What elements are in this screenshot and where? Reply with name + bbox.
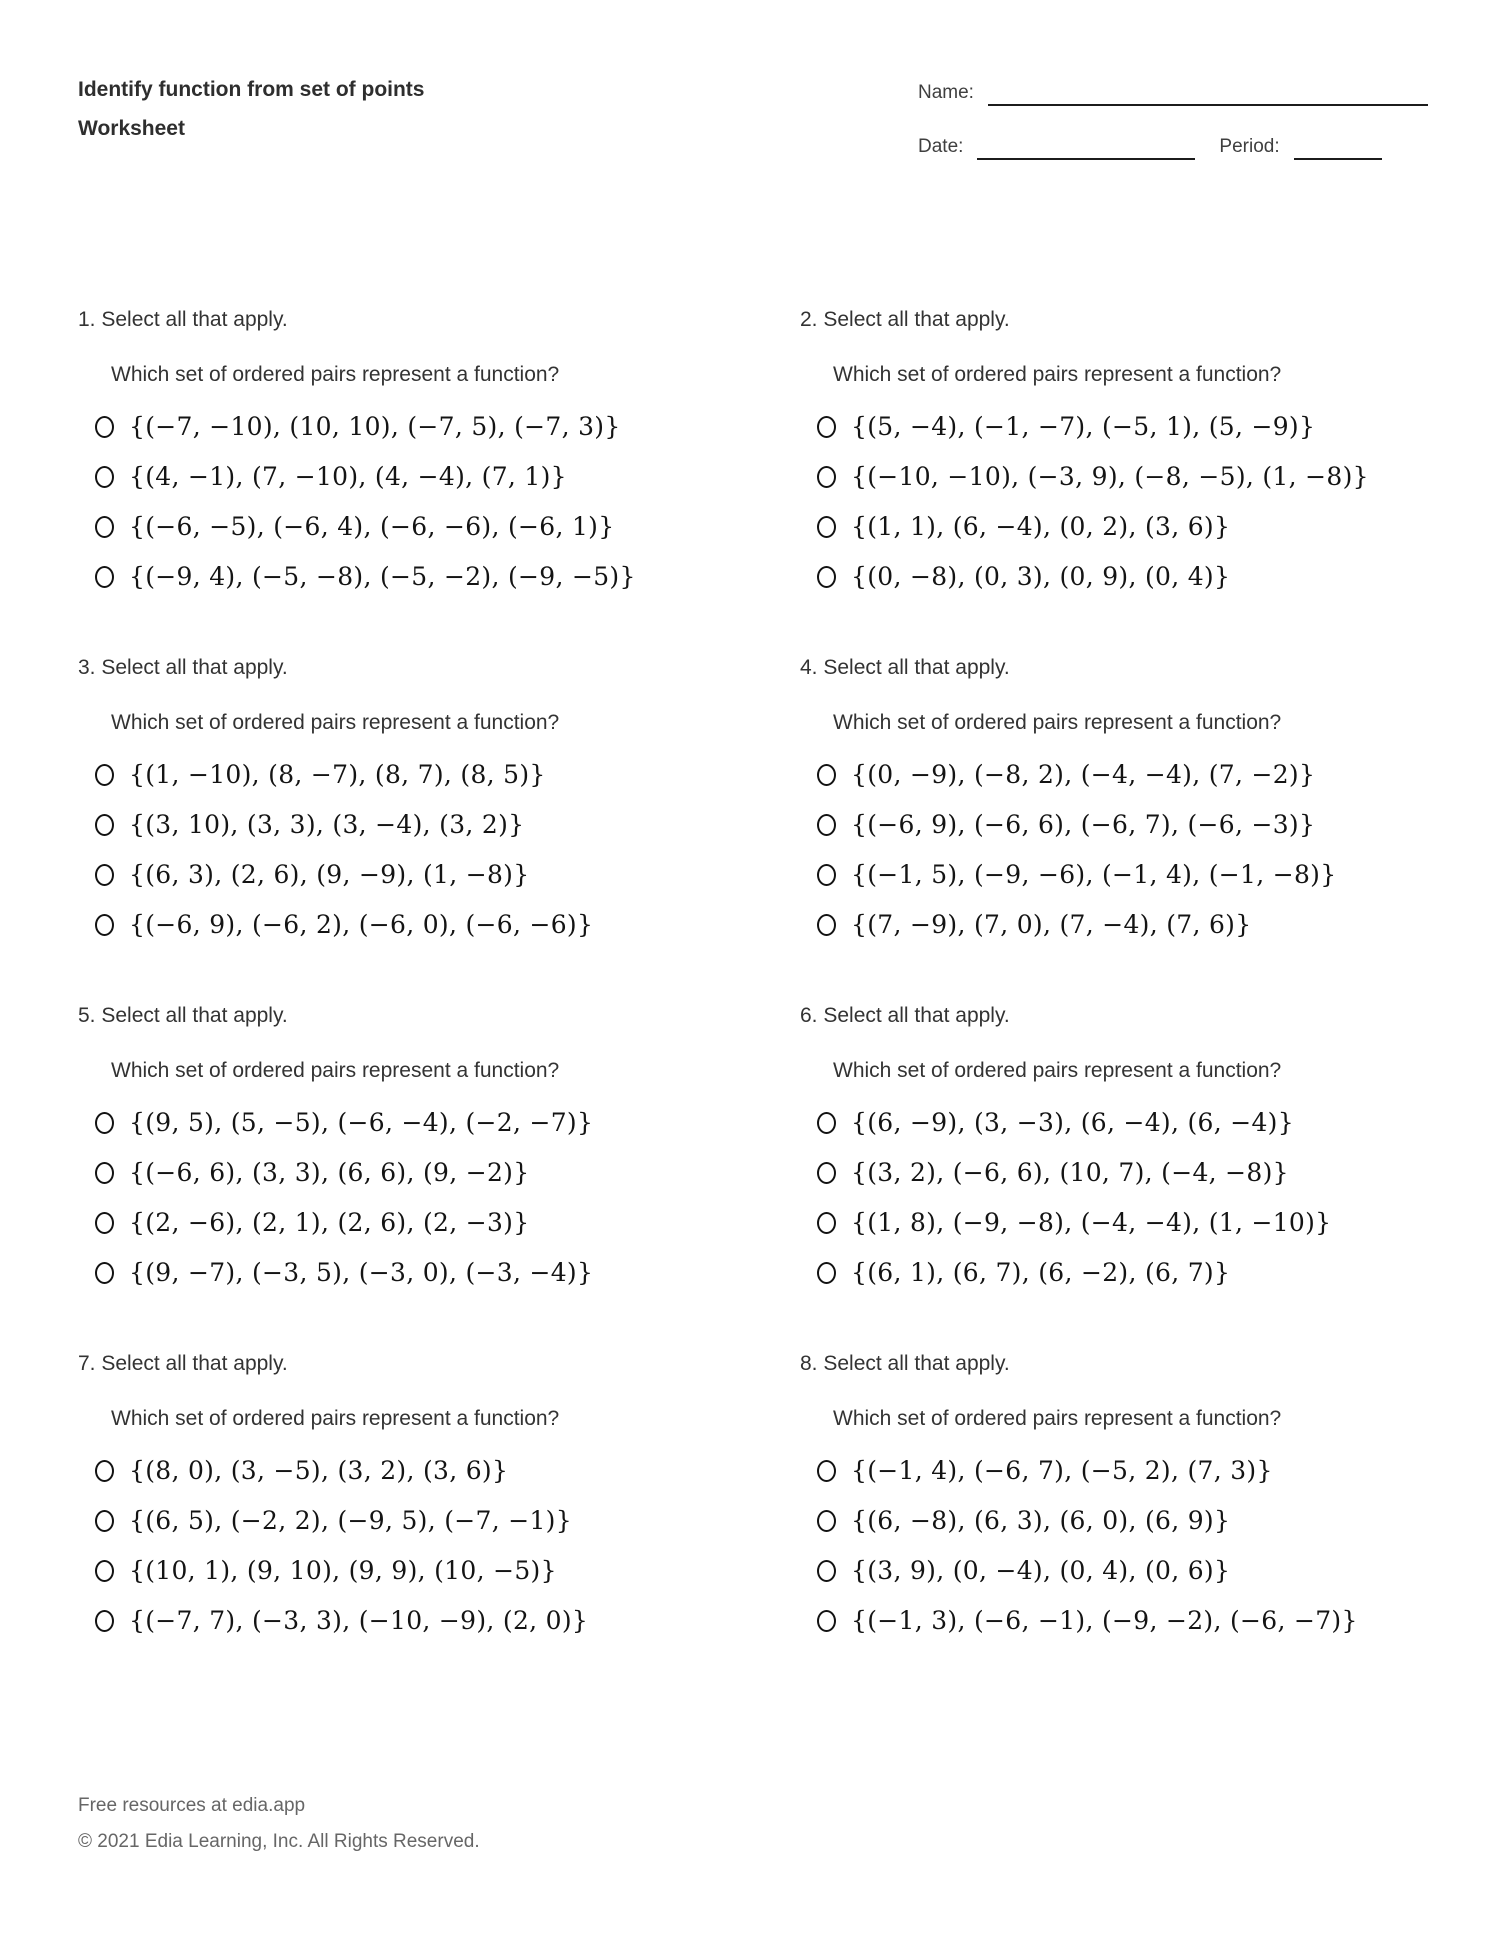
date-period-row: [918, 136, 1428, 160]
question-4: [800, 656, 1430, 960]
question-prompt: Which set of ordered pairs represent a function?: [833, 1407, 1282, 1430]
question-3: [78, 656, 708, 960]
answer-option[interactable]: [95, 910, 708, 939]
ordered-pairs-set: {(6, −8), (6, 3), (6, 0), (6, 9)}: [851, 1506, 1231, 1535]
radio-button-icon[interactable]: [817, 1212, 836, 1234]
radio-button-icon[interactable]: [817, 1460, 836, 1482]
question-header: [800, 1352, 1430, 1376]
radio-button-icon[interactable]: [95, 416, 114, 438]
question-number: 8.: [800, 1352, 818, 1375]
radio-button-icon[interactable]: [817, 1262, 836, 1284]
period-label: Period:: [1219, 136, 1280, 157]
answer-option[interactable]: [817, 860, 1430, 889]
radio-button-icon[interactable]: [817, 814, 836, 836]
radio-button-icon[interactable]: [817, 864, 836, 886]
question-8: [800, 1352, 1430, 1656]
answer-option[interactable]: [95, 1606, 708, 1635]
name-field-line: [988, 86, 1428, 106]
ordered-pairs-set: {(6, 3), (2, 6), (9, −9), (1, −8)}: [129, 860, 530, 889]
answer-option[interactable]: [95, 462, 708, 491]
question-5: [78, 1004, 708, 1308]
answer-option[interactable]: [817, 1258, 1430, 1287]
ordered-pairs-set: {(1, −10), (8, −7), (8, 7), (8, 5)}: [129, 760, 546, 789]
page-footer: [78, 1788, 480, 1860]
name-label: Name:: [918, 82, 974, 103]
ordered-pairs-set: {(3, 10), (3, 3), (3, −4), (3, 2)}: [129, 810, 525, 839]
radio-button-icon[interactable]: [817, 764, 836, 786]
question-number: 1.: [78, 308, 96, 331]
ordered-pairs-set: {(−6, 6), (3, 3), (6, 6), (9, −2)}: [129, 1158, 530, 1187]
question-number: 4.: [800, 656, 818, 679]
question-instruction: Select all that apply.: [101, 1352, 288, 1375]
answer-option[interactable]: [95, 512, 708, 541]
radio-button-icon[interactable]: [95, 1610, 114, 1632]
ordered-pairs-set: {(−1, 3), (−6, −1), (−9, −2), (−6, −7)}: [851, 1606, 1358, 1635]
ordered-pairs-set: {(3, 2), (−6, 6), (10, 7), (−4, −8)}: [851, 1158, 1289, 1187]
radio-button-icon[interactable]: [95, 814, 114, 836]
worksheet-header: [0, 0, 1500, 190]
answer-option[interactable]: [95, 1506, 708, 1535]
radio-button-icon[interactable]: [95, 516, 114, 538]
question-instruction: Select all that apply.: [101, 656, 288, 679]
question-1: [78, 308, 708, 612]
ordered-pairs-set: {(−7, −10), (10, 10), (−7, 5), (−7, 3)}: [129, 412, 621, 441]
answer-option[interactable]: [817, 1606, 1430, 1635]
answer-option[interactable]: [95, 1108, 708, 1137]
ordered-pairs-set: {(2, −6), (2, 1), (2, 6), (2, −3)}: [129, 1208, 530, 1237]
radio-button-icon[interactable]: [817, 516, 836, 538]
question-prompt: Which set of ordered pairs represent a function?: [833, 363, 1282, 386]
answer-option[interactable]: [95, 412, 708, 441]
radio-button-icon[interactable]: [95, 764, 114, 786]
question-number: 3.: [78, 656, 96, 679]
question-7: [78, 1352, 708, 1656]
answer-option[interactable]: [817, 462, 1430, 491]
ordered-pairs-set: {(−9, 4), (−5, −8), (−5, −2), (−9, −5)}: [129, 562, 636, 591]
radio-button-icon[interactable]: [817, 1112, 836, 1134]
ordered-pairs-set: {(10, 1), (9, 10), (9, 9), (10, −5)}: [129, 1556, 557, 1585]
answer-option[interactable]: [817, 1158, 1430, 1187]
ordered-pairs-set: {(5, −4), (−1, −7), (−5, 1), (5, −9)}: [851, 412, 1316, 441]
question-number: 5.: [78, 1004, 96, 1027]
ordered-pairs-set: {(−6, 9), (−6, 6), (−6, 7), (−6, −3)}: [851, 810, 1316, 839]
question-instruction: Select all that apply.: [101, 308, 288, 331]
ordered-pairs-set: {(−1, 5), (−9, −6), (−1, 4), (−1, −8)}: [851, 860, 1337, 889]
question-number: 7.: [78, 1352, 96, 1375]
ordered-pairs-set: {(9, 5), (5, −5), (−6, −4), (−2, −7)}: [129, 1108, 594, 1137]
question-number: 2.: [800, 308, 818, 331]
radio-button-icon[interactable]: [817, 416, 836, 438]
worksheet-title: Identify function from set of points: [78, 78, 425, 101]
question-6: [800, 1004, 1430, 1308]
footer-copyright-line: © 2021 Edia Learning, Inc. All Rights Reserved.: [78, 1831, 480, 1852]
question-header: [800, 1004, 1430, 1028]
radio-button-icon[interactable]: [817, 914, 836, 936]
ordered-pairs-set: {(0, −9), (−8, 2), (−4, −4), (7, −2)}: [851, 760, 1316, 789]
answer-option[interactable]: [817, 760, 1430, 789]
date-field-line: [977, 140, 1195, 160]
date-label: Date:: [918, 136, 964, 157]
answer-option[interactable]: [95, 810, 708, 839]
ordered-pairs-set: {(−7, 7), (−3, 3), (−10, −9), (2, 0)}: [129, 1606, 589, 1635]
period-field-line: [1294, 140, 1382, 160]
ordered-pairs-set: {(8, 0), (3, −5), (3, 2), (3, 6)}: [129, 1456, 509, 1485]
answer-option[interactable]: [817, 810, 1430, 839]
ordered-pairs-set: {(3, 9), (0, −4), (0, 4), (0, 6)}: [851, 1556, 1231, 1585]
radio-button-icon[interactable]: [817, 1510, 836, 1532]
question-instruction: Select all that apply.: [101, 1004, 288, 1027]
ordered-pairs-set: {(9, −7), (−3, 5), (−3, 0), (−3, −4)}: [129, 1258, 594, 1287]
ordered-pairs-set: {(6, 5), (−2, 2), (−9, 5), (−7, −1)}: [129, 1506, 572, 1535]
radio-button-icon[interactable]: [95, 1460, 114, 1482]
answer-option[interactable]: [817, 562, 1430, 591]
question-header: [800, 308, 1430, 332]
questions-grid: [78, 308, 1430, 1700]
ordered-pairs-set: {(−6, 9), (−6, 2), (−6, 0), (−6, −6)}: [129, 910, 594, 939]
ordered-pairs-set: {(0, −8), (0, 3), (0, 9), (0, 4)}: [851, 562, 1231, 591]
question-header: [78, 1004, 708, 1028]
radio-button-icon[interactable]: [95, 466, 114, 488]
radio-button-icon[interactable]: [817, 566, 836, 588]
radio-button-icon[interactable]: [95, 1262, 114, 1284]
answer-option[interactable]: [817, 1556, 1430, 1585]
question-header: [78, 1352, 708, 1376]
radio-button-icon[interactable]: [95, 1162, 114, 1184]
answer-option[interactable]: [95, 1258, 708, 1287]
ordered-pairs-set: {(6, 1), (6, 7), (6, −2), (6, 7)}: [851, 1258, 1231, 1287]
answer-option[interactable]: [817, 910, 1430, 939]
worksheet-subtitle: Worksheet: [78, 117, 185, 140]
radio-button-icon[interactable]: [95, 1560, 114, 1582]
question-instruction: Select all that apply.: [823, 656, 1010, 679]
question-header: [800, 656, 1430, 680]
question-prompt: Which set of ordered pairs represent a function?: [833, 711, 1282, 734]
question-header: [78, 308, 708, 332]
ordered-pairs-set: {(4, −1), (7, −10), (4, −4), (7, 1)}: [129, 462, 567, 491]
answer-option[interactable]: [817, 1506, 1430, 1535]
ordered-pairs-set: {(1, 8), (−9, −8), (−4, −4), (1, −10)}: [851, 1208, 1332, 1237]
answer-option[interactable]: [817, 1108, 1430, 1137]
answer-option[interactable]: [95, 1456, 708, 1485]
ordered-pairs-set: {(1, 1), (6, −4), (0, 2), (3, 6)}: [851, 512, 1231, 541]
radio-button-icon[interactable]: [95, 566, 114, 588]
radio-button-icon[interactable]: [817, 466, 836, 488]
ordered-pairs-set: {(6, −9), (3, −3), (6, −4), (6, −4)}: [851, 1108, 1294, 1137]
ordered-pairs-set: {(−6, −5), (−6, 4), (−6, −6), (−6, 1)}: [129, 512, 615, 541]
question-prompt: Which set of ordered pairs represent a function?: [833, 1059, 1282, 1082]
answer-option[interactable]: [95, 562, 708, 591]
answer-option[interactable]: [95, 860, 708, 889]
radio-button-icon[interactable]: [95, 1112, 114, 1134]
question-2: [800, 308, 1430, 612]
title-block: [78, 70, 424, 148]
question-prompt: Which set of ordered pairs represent a function?: [111, 1407, 560, 1430]
answer-option[interactable]: [95, 1556, 708, 1585]
ordered-pairs-set: {(−10, −10), (−3, 9), (−8, −5), (1, −8)}: [851, 462, 1369, 491]
answer-option[interactable]: [817, 412, 1430, 441]
radio-button-icon[interactable]: [817, 1560, 836, 1582]
ordered-pairs-set: {(7, −9), (7, 0), (7, −4), (7, 6)}: [851, 910, 1252, 939]
answer-option[interactable]: [817, 1456, 1430, 1485]
question-instruction: Select all that apply.: [823, 1352, 1010, 1375]
answer-option[interactable]: [95, 1158, 708, 1187]
answer-option[interactable]: [95, 1208, 708, 1237]
radio-button-icon[interactable]: [817, 1162, 836, 1184]
ordered-pairs-set: {(−1, 4), (−6, 7), (−5, 2), (7, 3)}: [851, 1456, 1273, 1485]
question-instruction: Select all that apply.: [823, 1004, 1010, 1027]
radio-button-icon[interactable]: [95, 864, 114, 886]
answer-option[interactable]: [95, 760, 708, 789]
question-prompt: Which set of ordered pairs represent a function?: [111, 711, 560, 734]
question-instruction: Select all that apply.: [823, 308, 1010, 331]
answer-option[interactable]: [817, 512, 1430, 541]
student-fields: [918, 70, 1428, 190]
question-prompt: Which set of ordered pairs represent a function?: [111, 363, 560, 386]
question-number: 6.: [800, 1004, 818, 1027]
name-field-row: [918, 82, 1428, 106]
footer-resources-line: Free resources at edia.app: [78, 1795, 306, 1816]
question-header: [78, 656, 708, 680]
radio-button-icon[interactable]: [95, 914, 114, 936]
radio-button-icon[interactable]: [817, 1610, 836, 1632]
radio-button-icon[interactable]: [95, 1510, 114, 1532]
question-prompt: Which set of ordered pairs represent a function?: [111, 1059, 560, 1082]
answer-option[interactable]: [817, 1208, 1430, 1237]
radio-button-icon[interactable]: [95, 1212, 114, 1234]
